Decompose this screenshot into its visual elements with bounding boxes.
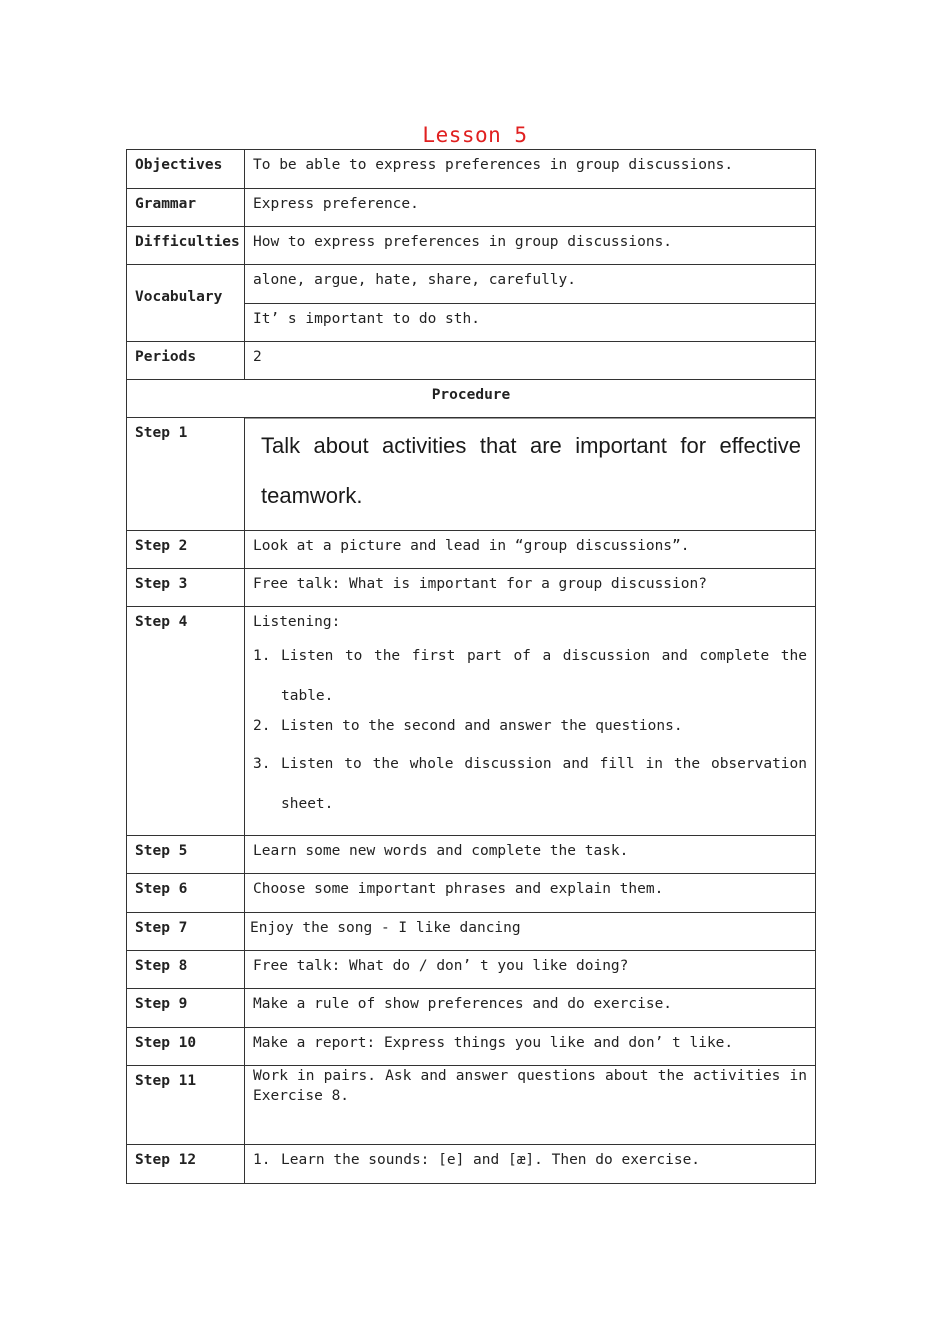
step-text: Work in pairs. Ask and answer questions about the activities in Exercise 8. bbox=[245, 1066, 816, 1145]
step-label: Step 11 bbox=[127, 1066, 245, 1145]
list-text: Listen to the whole discussion and fill in the observation sheet. bbox=[281, 756, 807, 812]
step-text: Free talk: What is important for a group discussion? bbox=[245, 569, 816, 607]
table-row bbox=[127, 1028, 816, 1066]
list-number: 1. bbox=[253, 1152, 271, 1168]
step-label: Step 3 bbox=[127, 569, 245, 607]
list-text: Listen to the second and answer the questions. bbox=[281, 718, 683, 734]
table-row bbox=[127, 836, 816, 874]
procedure-header: Procedure bbox=[127, 380, 816, 418]
step-4-content bbox=[245, 607, 816, 836]
table-row bbox=[127, 913, 816, 951]
step-12-content bbox=[245, 1145, 816, 1184]
step-text: Learn some new words and complete the task. bbox=[245, 836, 816, 874]
table-row bbox=[127, 265, 816, 304]
step-label: Step 8 bbox=[127, 951, 245, 989]
step-label: Step 5 bbox=[127, 836, 245, 874]
table-row bbox=[127, 951, 816, 989]
table-row bbox=[127, 874, 816, 913]
step-label: Step 12 bbox=[127, 1145, 245, 1184]
list-item bbox=[253, 636, 807, 716]
step-label: Step 6 bbox=[127, 874, 245, 913]
table-row bbox=[127, 150, 816, 189]
list-number: 1. bbox=[253, 648, 271, 664]
row-value-vocabulary-words: alone, argue, hate, share, carefully. bbox=[245, 265, 816, 304]
row-value-periods: 2 bbox=[245, 342, 816, 380]
step-text: Choose some important phrases and explain them. bbox=[245, 874, 816, 913]
table-row bbox=[127, 1066, 816, 1145]
row-value-difficulties: How to express preferences in group discussions. bbox=[245, 227, 816, 265]
step-label: Step 1 bbox=[127, 418, 245, 531]
table-row bbox=[127, 227, 816, 265]
step-text: Enjoy the song - I like dancing bbox=[245, 913, 816, 951]
step-text: Look at a picture and lead in “group discussions”. bbox=[245, 531, 816, 569]
step-1-image bbox=[245, 418, 816, 531]
step-label: Step 10 bbox=[127, 1028, 245, 1066]
step-label: Step 4 bbox=[127, 607, 245, 836]
step-text: Free talk: What do / don’ t you like doing? bbox=[245, 951, 816, 989]
step-text: Talk about activities that are important for effective teamwork. bbox=[245, 418, 815, 521]
table-row bbox=[127, 1145, 816, 1184]
table-row bbox=[127, 418, 816, 531]
lesson-plan-table bbox=[126, 149, 816, 1184]
listening-intro: Listening: bbox=[253, 614, 341, 630]
row-value-vocabulary-phrase: It’ s important to do sth. bbox=[245, 304, 816, 342]
list-number: 3. bbox=[253, 756, 271, 772]
table-row bbox=[127, 380, 816, 418]
list-item bbox=[253, 744, 807, 824]
step-label: Step 7 bbox=[127, 913, 245, 951]
row-value-objectives: To be able to express preferences in group discussions. bbox=[245, 150, 816, 189]
row-label-grammar: Grammar bbox=[127, 189, 245, 227]
step-label: Step 2 bbox=[127, 531, 245, 569]
list-item bbox=[253, 716, 807, 736]
list-text: Listen to the first part of a discussion and complete the table. bbox=[281, 648, 807, 704]
list-text: Learn the sounds: [e] and [æ]. Then do exercise. bbox=[281, 1152, 701, 1168]
lesson-title: Lesson 5 bbox=[422, 123, 528, 147]
step-text: Make a rule of show preferences and do exercise. bbox=[245, 989, 816, 1028]
step-text: Make a report: Express things you like and don’ t like. bbox=[245, 1028, 816, 1066]
list-item bbox=[253, 1150, 807, 1170]
row-label-vocabulary: Vocabulary bbox=[127, 265, 245, 342]
row-value-grammar: Express preference. bbox=[245, 189, 816, 227]
table-row bbox=[127, 342, 816, 380]
row-label-objectives: Objectives bbox=[127, 150, 245, 189]
row-label-difficulties: Difficulties bbox=[127, 227, 245, 265]
table-row bbox=[127, 189, 816, 227]
step-label: Step 9 bbox=[127, 989, 245, 1028]
table-row bbox=[127, 989, 816, 1028]
list-number: 2. bbox=[253, 718, 271, 734]
row-label-periods: Periods bbox=[127, 342, 245, 380]
table-row bbox=[127, 607, 816, 836]
table-row bbox=[127, 569, 816, 607]
table-row bbox=[127, 531, 816, 569]
